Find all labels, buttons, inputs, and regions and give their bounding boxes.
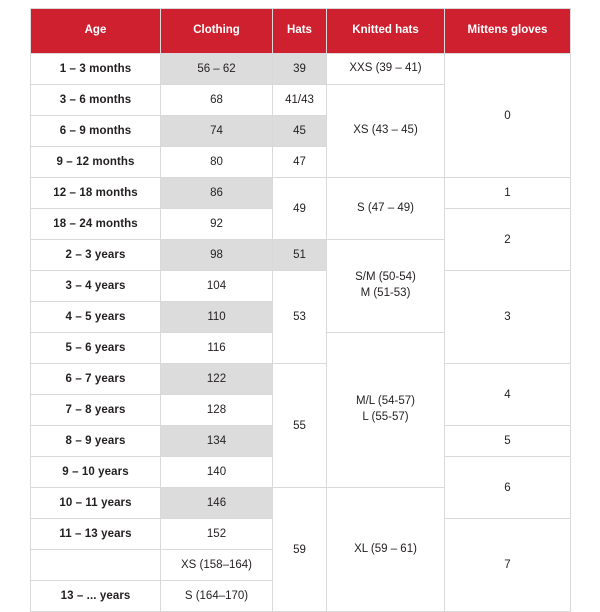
header-clothing: Clothing bbox=[161, 9, 273, 54]
cell-age: 6 – 9 months bbox=[31, 116, 161, 147]
cell-age: 6 – 7 years bbox=[31, 364, 161, 395]
cell-mittens-gloves: 6 bbox=[445, 457, 571, 519]
cell-age: 12 – 18 months bbox=[31, 178, 161, 209]
cell-age bbox=[31, 550, 161, 581]
cell-age: 5 – 6 years bbox=[31, 333, 161, 364]
cell-hats: 53 bbox=[273, 271, 327, 364]
cell-clothing: 74 bbox=[161, 116, 273, 147]
table-row bbox=[31, 178, 571, 209]
cell-mittens-gloves: 7 bbox=[445, 519, 571, 612]
cell-mittens-gloves: 1 bbox=[445, 178, 571, 209]
cell-knitted-hats: M/L (54-57) L (55-57) bbox=[327, 333, 445, 488]
cell-knitted-hats: XS (43 – 45) bbox=[327, 85, 445, 178]
cell-hats: 45 bbox=[273, 116, 327, 147]
table-row bbox=[31, 364, 571, 395]
cell-hats: 51 bbox=[273, 240, 327, 271]
header-knitted-hats: Knitted hats bbox=[327, 9, 445, 54]
table-header bbox=[31, 9, 571, 54]
header-mittens-gloves: Mittens gloves bbox=[445, 9, 571, 54]
cell-clothing: 128 bbox=[161, 395, 273, 426]
cell-knitted-hats: XXS (39 – 41) bbox=[327, 54, 445, 85]
table-body bbox=[31, 54, 571, 612]
header-hats: Hats bbox=[273, 9, 327, 54]
cell-age: 8 – 9 years bbox=[31, 426, 161, 457]
cell-clothing: 122 bbox=[161, 364, 273, 395]
cell-knitted-hats: S/M (50-54) M (51-53) bbox=[327, 240, 445, 333]
cell-clothing: 80 bbox=[161, 147, 273, 178]
cell-clothing: 134 bbox=[161, 426, 273, 457]
cell-hats: 49 bbox=[273, 178, 327, 240]
table-row bbox=[31, 54, 571, 85]
cell-clothing: 152 bbox=[161, 519, 273, 550]
cell-mittens-gloves: 5 bbox=[445, 426, 571, 457]
cell-age: 1 – 3 months bbox=[31, 54, 161, 85]
header-age: Age bbox=[31, 9, 161, 54]
cell-hats: 47 bbox=[273, 147, 327, 178]
cell-knitted-hats: S (47 – 49) bbox=[327, 178, 445, 240]
cell-age: 9 – 10 years bbox=[31, 457, 161, 488]
cell-knitted-hats: XL (59 – 61) bbox=[327, 488, 445, 612]
cell-clothing: 98 bbox=[161, 240, 273, 271]
cell-age: 3 – 4 years bbox=[31, 271, 161, 302]
cell-clothing: 104 bbox=[161, 271, 273, 302]
table-row bbox=[31, 271, 571, 302]
cell-clothing: 56 – 62 bbox=[161, 54, 273, 85]
cell-age: 13 – ... years bbox=[31, 581, 161, 612]
cell-clothing: 146 bbox=[161, 488, 273, 519]
cell-clothing: XS (158–164) bbox=[161, 550, 273, 581]
header-row bbox=[31, 9, 571, 54]
cell-hats: 41/43 bbox=[273, 85, 327, 116]
cell-clothing: 140 bbox=[161, 457, 273, 488]
cell-age: 11 – 13 years bbox=[31, 519, 161, 550]
size-chart-table bbox=[30, 8, 571, 612]
cell-age: 3 – 6 months bbox=[31, 85, 161, 116]
cell-clothing: 86 bbox=[161, 178, 273, 209]
cell-clothing: S (164–170) bbox=[161, 581, 273, 612]
cell-clothing: 116 bbox=[161, 333, 273, 364]
cell-mittens-gloves: 0 bbox=[445, 54, 571, 178]
cell-hats: 59 bbox=[273, 488, 327, 612]
cell-mittens-gloves: 2 bbox=[445, 209, 571, 271]
cell-age: 10 – 11 years bbox=[31, 488, 161, 519]
cell-hats: 39 bbox=[273, 54, 327, 85]
cell-age: 7 – 8 years bbox=[31, 395, 161, 426]
cell-age: 9 – 12 months bbox=[31, 147, 161, 178]
cell-clothing: 92 bbox=[161, 209, 273, 240]
cell-mittens-gloves: 4 bbox=[445, 364, 571, 426]
cell-clothing: 110 bbox=[161, 302, 273, 333]
cell-mittens-gloves: 3 bbox=[445, 271, 571, 364]
cell-age: 4 – 5 years bbox=[31, 302, 161, 333]
cell-age: 2 – 3 years bbox=[31, 240, 161, 271]
cell-hats: 55 bbox=[273, 364, 327, 488]
cell-age: 18 – 24 months bbox=[31, 209, 161, 240]
cell-clothing: 68 bbox=[161, 85, 273, 116]
